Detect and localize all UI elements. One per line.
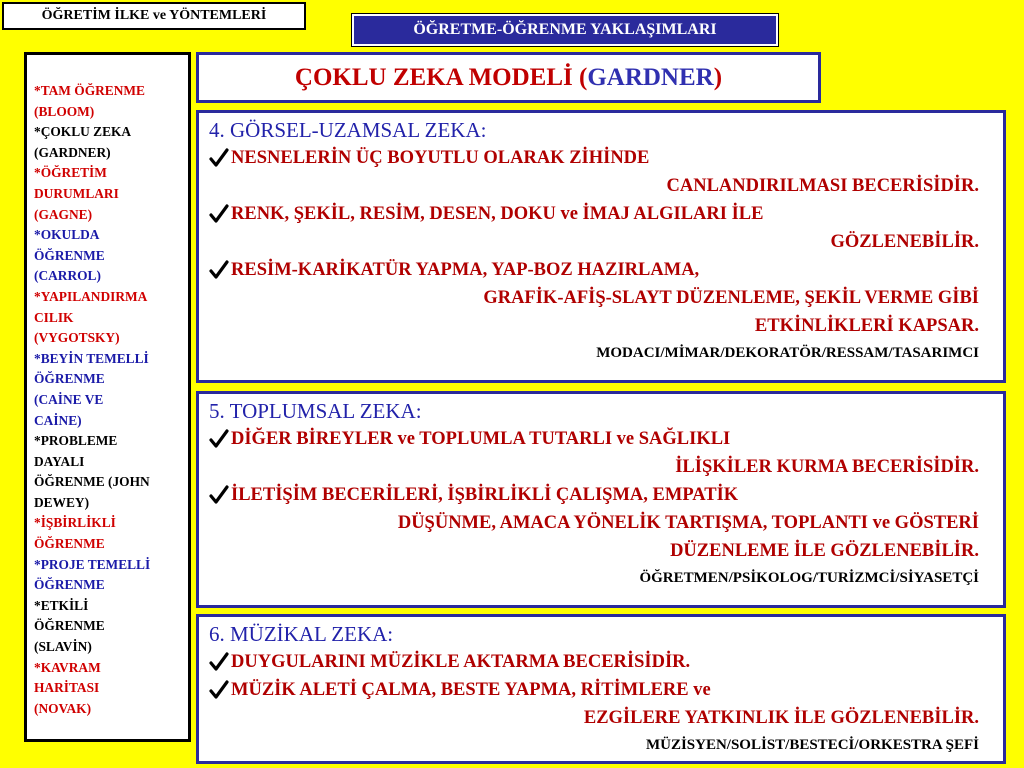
checkmark-icon xyxy=(209,485,229,505)
checkmark-icon xyxy=(209,260,229,280)
sidebar-line: *PROBLEME xyxy=(34,433,118,449)
checkmark-icon xyxy=(209,429,229,449)
sidebar-line: CILIK xyxy=(34,309,74,325)
panel-visual-spatial xyxy=(196,110,1006,383)
bullet-item xyxy=(209,481,979,565)
sidebar-line: *BEYİN TEMELLİ xyxy=(34,350,149,366)
panel-heading: 4. GÖRSEL-UZAMSAL ZEKA: xyxy=(209,118,487,142)
bullet-text: ETKİNLİKLERİ KAPSAR. xyxy=(754,316,979,336)
bullet-item xyxy=(209,648,979,676)
title-close: ) xyxy=(713,64,723,91)
sidebar-line: DEWEY) xyxy=(34,494,90,510)
bullet-item xyxy=(209,200,979,256)
sidebar-line: ÖĞRENME xyxy=(34,247,105,263)
sidebar-line: HARİTASI xyxy=(34,680,100,696)
sidebar-line: ÖĞRENME xyxy=(34,536,105,552)
checkmark-icon xyxy=(209,680,229,700)
bullet-item xyxy=(209,676,979,732)
sidebar-line: (CARROL) xyxy=(34,268,101,284)
bullet-text: GRAFİK-AFİŞ-SLAYT DÜZENLEME, ŞEKİL VERME GİBİ xyxy=(483,288,979,308)
bullet-text: DÜZENLEME İLE GÖZLENEBİLİR. xyxy=(670,541,979,561)
sidebar-line: (BLOOM) xyxy=(34,103,95,119)
checkmark-icon xyxy=(209,148,229,168)
bullet-text: MÜZİK ALETİ ÇALMA, BESTE YAPMA, RİTİMLERE ve xyxy=(231,680,711,700)
title-text: ÇOKLU ZEKA MODELİ ( xyxy=(294,64,588,91)
approaches-sidebar xyxy=(24,52,191,742)
bullet-item xyxy=(209,425,979,481)
bullet-text: GÖZLENEBİLİR. xyxy=(830,232,979,252)
panel-jobs: MODACI/MİMAR/DEKORATÖR/RESSAM/TASARIMCI xyxy=(596,345,979,361)
bullet-text: İLETİŞİM BECERİLERİ, İŞBİRLİKLİ ÇALIŞMA, EMPATİK xyxy=(231,485,739,505)
bullet-text: NESNELERİN ÜÇ BOYUTLU OLARAK ZİHİNDE xyxy=(231,148,650,168)
sidebar-line: ÖĞRENME xyxy=(34,577,105,593)
sidebar-line: (GAGNE) xyxy=(34,206,93,222)
sidebar-line: *İŞBİRLİKLİ xyxy=(34,515,116,531)
sidebar-line: DURUMLARI xyxy=(34,185,119,201)
sidebar-line: *PROJE TEMELLİ xyxy=(34,556,151,572)
panel-heading: 6. MÜZİKAL ZEKA: xyxy=(209,622,394,646)
checkmark-icon xyxy=(209,652,229,672)
section-banner: ÖĞRETME-ÖĞRENME YAKLAŞIMLARI xyxy=(352,14,778,46)
bullet-text: DİĞER BİREYLER ve TOPLUMLA TUTARLI ve SAĞLIKLI xyxy=(231,429,731,449)
sidebar-line: (SLAVİN) xyxy=(34,639,92,655)
title-gardner: GARDNER xyxy=(587,64,714,91)
sidebar-line: CAİNE) xyxy=(34,412,82,428)
sidebar-line: *ETKİLİ xyxy=(34,597,89,613)
bullet-text: DÜŞÜNME, AMACA YÖNELİK TARTIŞMA, TOPLANTI ve GÖSTERİ xyxy=(397,513,979,533)
bullet-item xyxy=(209,256,979,340)
sidebar-line: *KAVRAM xyxy=(34,659,101,675)
panel-jobs: ÖĞRETMEN/PSİKOLOG/TURİZMCİ/SİYASETÇİ xyxy=(639,570,979,586)
sidebar-line: *YAPILANDIRMA xyxy=(34,288,148,304)
sidebar-line: (GARDNER) xyxy=(34,144,111,160)
checkmark-icon xyxy=(209,204,229,224)
sidebar-line: DAYALI xyxy=(34,453,85,469)
sidebar-line: *OKULDA xyxy=(34,227,100,243)
panel-heading: 5. TOPLUMSAL ZEKA: xyxy=(209,399,422,423)
top-left-label: ÖĞRETİM İLKE ve YÖNTEMLERİ xyxy=(2,2,306,30)
page-title xyxy=(196,52,821,103)
bullet-text: RESİM-KARİKATÜR YAPMA, YAP-BOZ HAZIRLAMA, xyxy=(231,260,700,280)
panel-musical xyxy=(196,614,1006,764)
panel-jobs: MÜZİSYEN/SOLİST/BESTECİ/ORKESTRA ŞEFİ xyxy=(645,737,979,753)
bullet-text: İLİŞKİLER KURMA BECERİSİDİR. xyxy=(675,457,979,477)
sidebar-line: *ÖĞRETİM xyxy=(34,165,107,181)
sidebar-line: (VYGOTSKY) xyxy=(34,330,120,346)
bullet-text: DUYGULARINI MÜZİKLE AKTARMA BECERİSİDİR. xyxy=(231,652,691,672)
sidebar-line: ÖĞRENME xyxy=(34,618,105,634)
sidebar-line: (CAİNE VE xyxy=(34,391,104,407)
panel-social xyxy=(196,391,1006,608)
sidebar-line: ÖĞRENME (JOHN xyxy=(34,474,150,490)
sidebar-line: *TAM ÖĞRENME xyxy=(34,83,145,98)
bullet-text: RENK, ŞEKİL, RESİM, DESEN, DOKU ve İMAJ ALGILARI İLE xyxy=(231,204,764,224)
sidebar-line: (NOVAK) xyxy=(34,700,92,716)
bullet-item xyxy=(209,144,979,200)
bullet-text: CANLANDIRILMASI BECERİSİDİR. xyxy=(666,176,979,196)
sidebar-line: ÖĞRENME xyxy=(34,371,105,387)
sidebar-line: *ÇOKLU ZEKA xyxy=(34,124,132,140)
bullet-text: EZGİLERE YATKINLIK İLE GÖZLENEBİLİR. xyxy=(583,708,979,728)
